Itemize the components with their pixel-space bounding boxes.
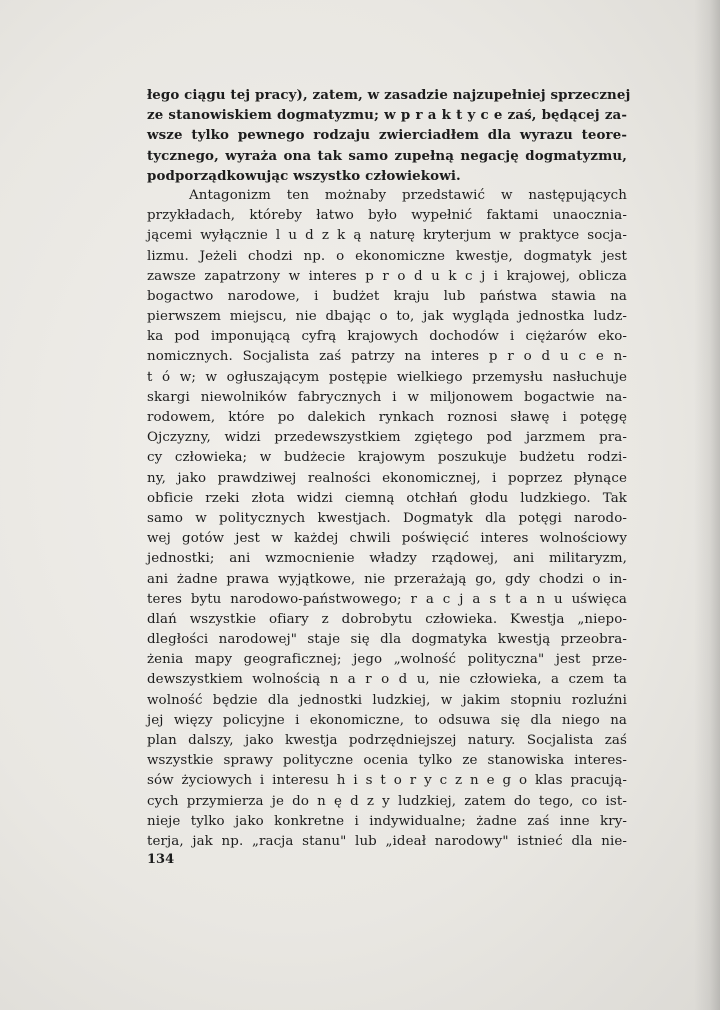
text-line: dlań wszystkie ofiary z dobrobytu człowieka. Kwestja „niepo- bbox=[147, 611, 627, 627]
text-line: skargi niewolników fabrycznych i w miljonowem bogactwie na- bbox=[147, 389, 627, 405]
text-line: tycznego, wyraża ona tak samo zupełną negację dogmatyzmu, bbox=[147, 147, 627, 164]
body-text bbox=[147, 85, 631, 852]
text-line: ze stanowiskiem dogmatyzmu; w p r a k t y c e zaś, będącej za- bbox=[147, 107, 627, 124]
text-line: ani żadne prawa wyjątkowe, nie przerażają go, gdy chodzi o in- bbox=[147, 571, 627, 587]
text-line: cy człowieka; w budżecie krajowym poszukuje budżetu rodzi- bbox=[147, 450, 627, 466]
text-line: Ojczyzny, widzi przedewszystkiem zgiętego pod jarzmem pra- bbox=[147, 430, 627, 446]
text-line: obficie rzeki złota widzi ciemną otchłań głodu ludzkiego. Tak bbox=[147, 490, 627, 506]
text-line: t ó w; w ogłuszającym postępie wielkiego przemysłu nasłuchuje bbox=[147, 369, 627, 385]
text-line: ny, jako prawdziwej realności ekonomicznej, i poprzez płynące bbox=[147, 470, 627, 486]
text-line: łego ciągu tej pracy), zatem, w zasadzie najzupełniej sprzecznej bbox=[147, 87, 631, 103]
text-line: dległości narodowej" staje się dla dogmatyka kwestją przeobra- bbox=[147, 632, 627, 648]
text-line: podporządkowując wszystko człowiekowi. bbox=[147, 167, 461, 184]
text-line: żenia mapy geograficznej; jego „wolność polityczna" jest prze- bbox=[147, 652, 627, 668]
text-line: wolność będzie dla jednostki ludzkiej, w jakim stopniu rozluźni bbox=[147, 692, 627, 708]
text-line: plan dalszy, jako kwestja podrzędniejszej natury. Socjalista zaś bbox=[147, 733, 627, 748]
text-line: Antagonizm ten możnaby przedstawić w następujących bbox=[189, 187, 627, 203]
text-line: teres bytu narodowo-państwowego; r a c j a s t a n u uświęca bbox=[147, 591, 627, 607]
text-line: jącemi wyłącznie l u d z k ą naturę kryterjum w praktyce socja- bbox=[147, 228, 627, 244]
text-line: terja, jak np. „racja stanu" lub „ideał narodowy" istnieć dla nie- bbox=[147, 833, 627, 849]
text-line: lizmu. Jeżeli chodzi np. o ekonomiczne kwestje, dogmatyk jest bbox=[147, 248, 627, 264]
text-line: nomicznych. Socjalista zaś patrzy na interes p r o d u c e n- bbox=[147, 349, 627, 365]
text-line: wsze tylko pewnego rodzaju zwierciadłem dla wyrazu teore- bbox=[147, 127, 627, 144]
text-line: jednostki; ani wzmocnienie władzy rządowej, ani militaryzm, bbox=[147, 551, 627, 567]
page-number: 134 bbox=[147, 852, 175, 867]
text-line: zawsze zapatrzony w interes p r o d u k c j i krajowej, oblicza bbox=[147, 268, 627, 284]
text-line: rodowem, które po dalekich rynkach roznosi sławę i potęgę bbox=[147, 410, 627, 425]
text-line: ka pod imponującą cyfrą krajowych dochodów i ciężarów eko- bbox=[147, 329, 627, 345]
text-line: wej gotów jest w każdej chwili poświęcić interes wolnościowy bbox=[147, 531, 627, 547]
text-line: wszystkie sprawy polityczne ocenia tylko ze stanowiska interes- bbox=[147, 753, 627, 769]
text-line: przykładach, któreby łatwo było wypełnić faktami unaocznia- bbox=[147, 208, 627, 224]
page-edge-shadow bbox=[694, 0, 720, 1010]
text-line: sów życiowych i interesu h i s t o r y c z n e g o klas pracują- bbox=[147, 773, 627, 789]
text-line: jej więzy policyjne i ekonomiczne, to odsuwa się dla niego na bbox=[147, 712, 627, 728]
text-line: bogactwo narodowe, i budżet kraju lub państwa stawia na bbox=[147, 288, 627, 304]
text-line: samo w politycznych kwestjach. Dogmatyk dla potęgi narodo- bbox=[147, 510, 627, 526]
text-line: pierwszem miejscu, nie dbając o to, jak wygląda jednostka ludz- bbox=[147, 309, 627, 325]
text-line: dewszystkiem wolnością n a r o d u, nie człowieka, a czem ta bbox=[147, 672, 627, 688]
text-line: nieje tylko jako konkretne i indywidualne; żadne zaś inne kry- bbox=[147, 813, 627, 829]
text-line: cych przymierza je do n ę d z y ludzkiej, zatem do tego, co ist- bbox=[147, 793, 627, 809]
